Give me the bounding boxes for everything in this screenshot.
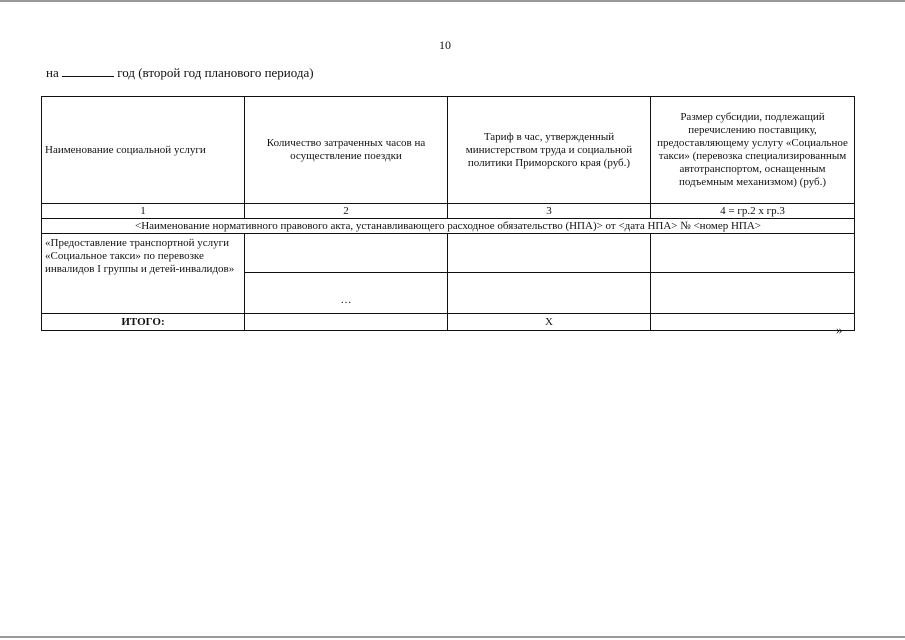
page-number: 10 [439,38,451,52]
column-number-2: 2 [245,204,448,219]
page-bottom-edge [0,636,905,638]
subsidy-table [41,96,855,331]
total-hours-cell [245,314,448,331]
page-top-edge [0,0,905,2]
npa-row [42,219,855,234]
period-line [46,65,314,81]
year-blank [62,65,114,77]
header-row [42,97,855,204]
blank-tariff-cell [448,273,651,314]
column-number-3: 3 [448,204,651,219]
service-subsidy-cell [651,234,855,273]
period-prefix: на [46,65,59,80]
service-hours-cell [245,234,448,273]
column-number-row [42,204,855,219]
service-row [42,234,855,273]
service-name-cell: «Предоставление транспортной услуги «Социальное такси» по перевозке инвалидов I группы и детей-инвалидов» [42,234,245,314]
header-subsidy: Размер субсидии, подлежащий перечислению поставщику, предоставляющему услугу «Социальное такси» (перевозка специализированным автотранспортом, оснащенным подъемным механизмом) (руб.) [651,97,855,204]
column-number-1: 1 [42,204,245,219]
service-tariff-cell [448,234,651,273]
total-row [42,314,855,331]
npa-cell: <Наименование нормативного правового акта, устанавливающего расходное обязательство (НПА)> от <дата НПА> № <номер НПА> [42,219,855,234]
blank-subsidy-cell [651,273,855,314]
total-tariff-cell: X [448,314,651,331]
header-tariff: Тариф в час, утвержденный министерством труда и социальной политики Приморского края (руб.) [448,97,651,204]
total-label: ИТОГО: [42,314,245,331]
column-number-4: 4 = гр.2 х гр.3 [651,204,855,219]
closing-quote: » [836,322,843,337]
total-subsidy-cell [651,314,855,331]
header-service-name: Наименование социальной услуги [42,97,245,204]
ellipsis-cell: … [245,273,448,314]
period-suffix: год (второй год планового периода) [117,65,314,80]
header-hours: Количество затраченных часов на осуществление поездки [245,97,448,204]
